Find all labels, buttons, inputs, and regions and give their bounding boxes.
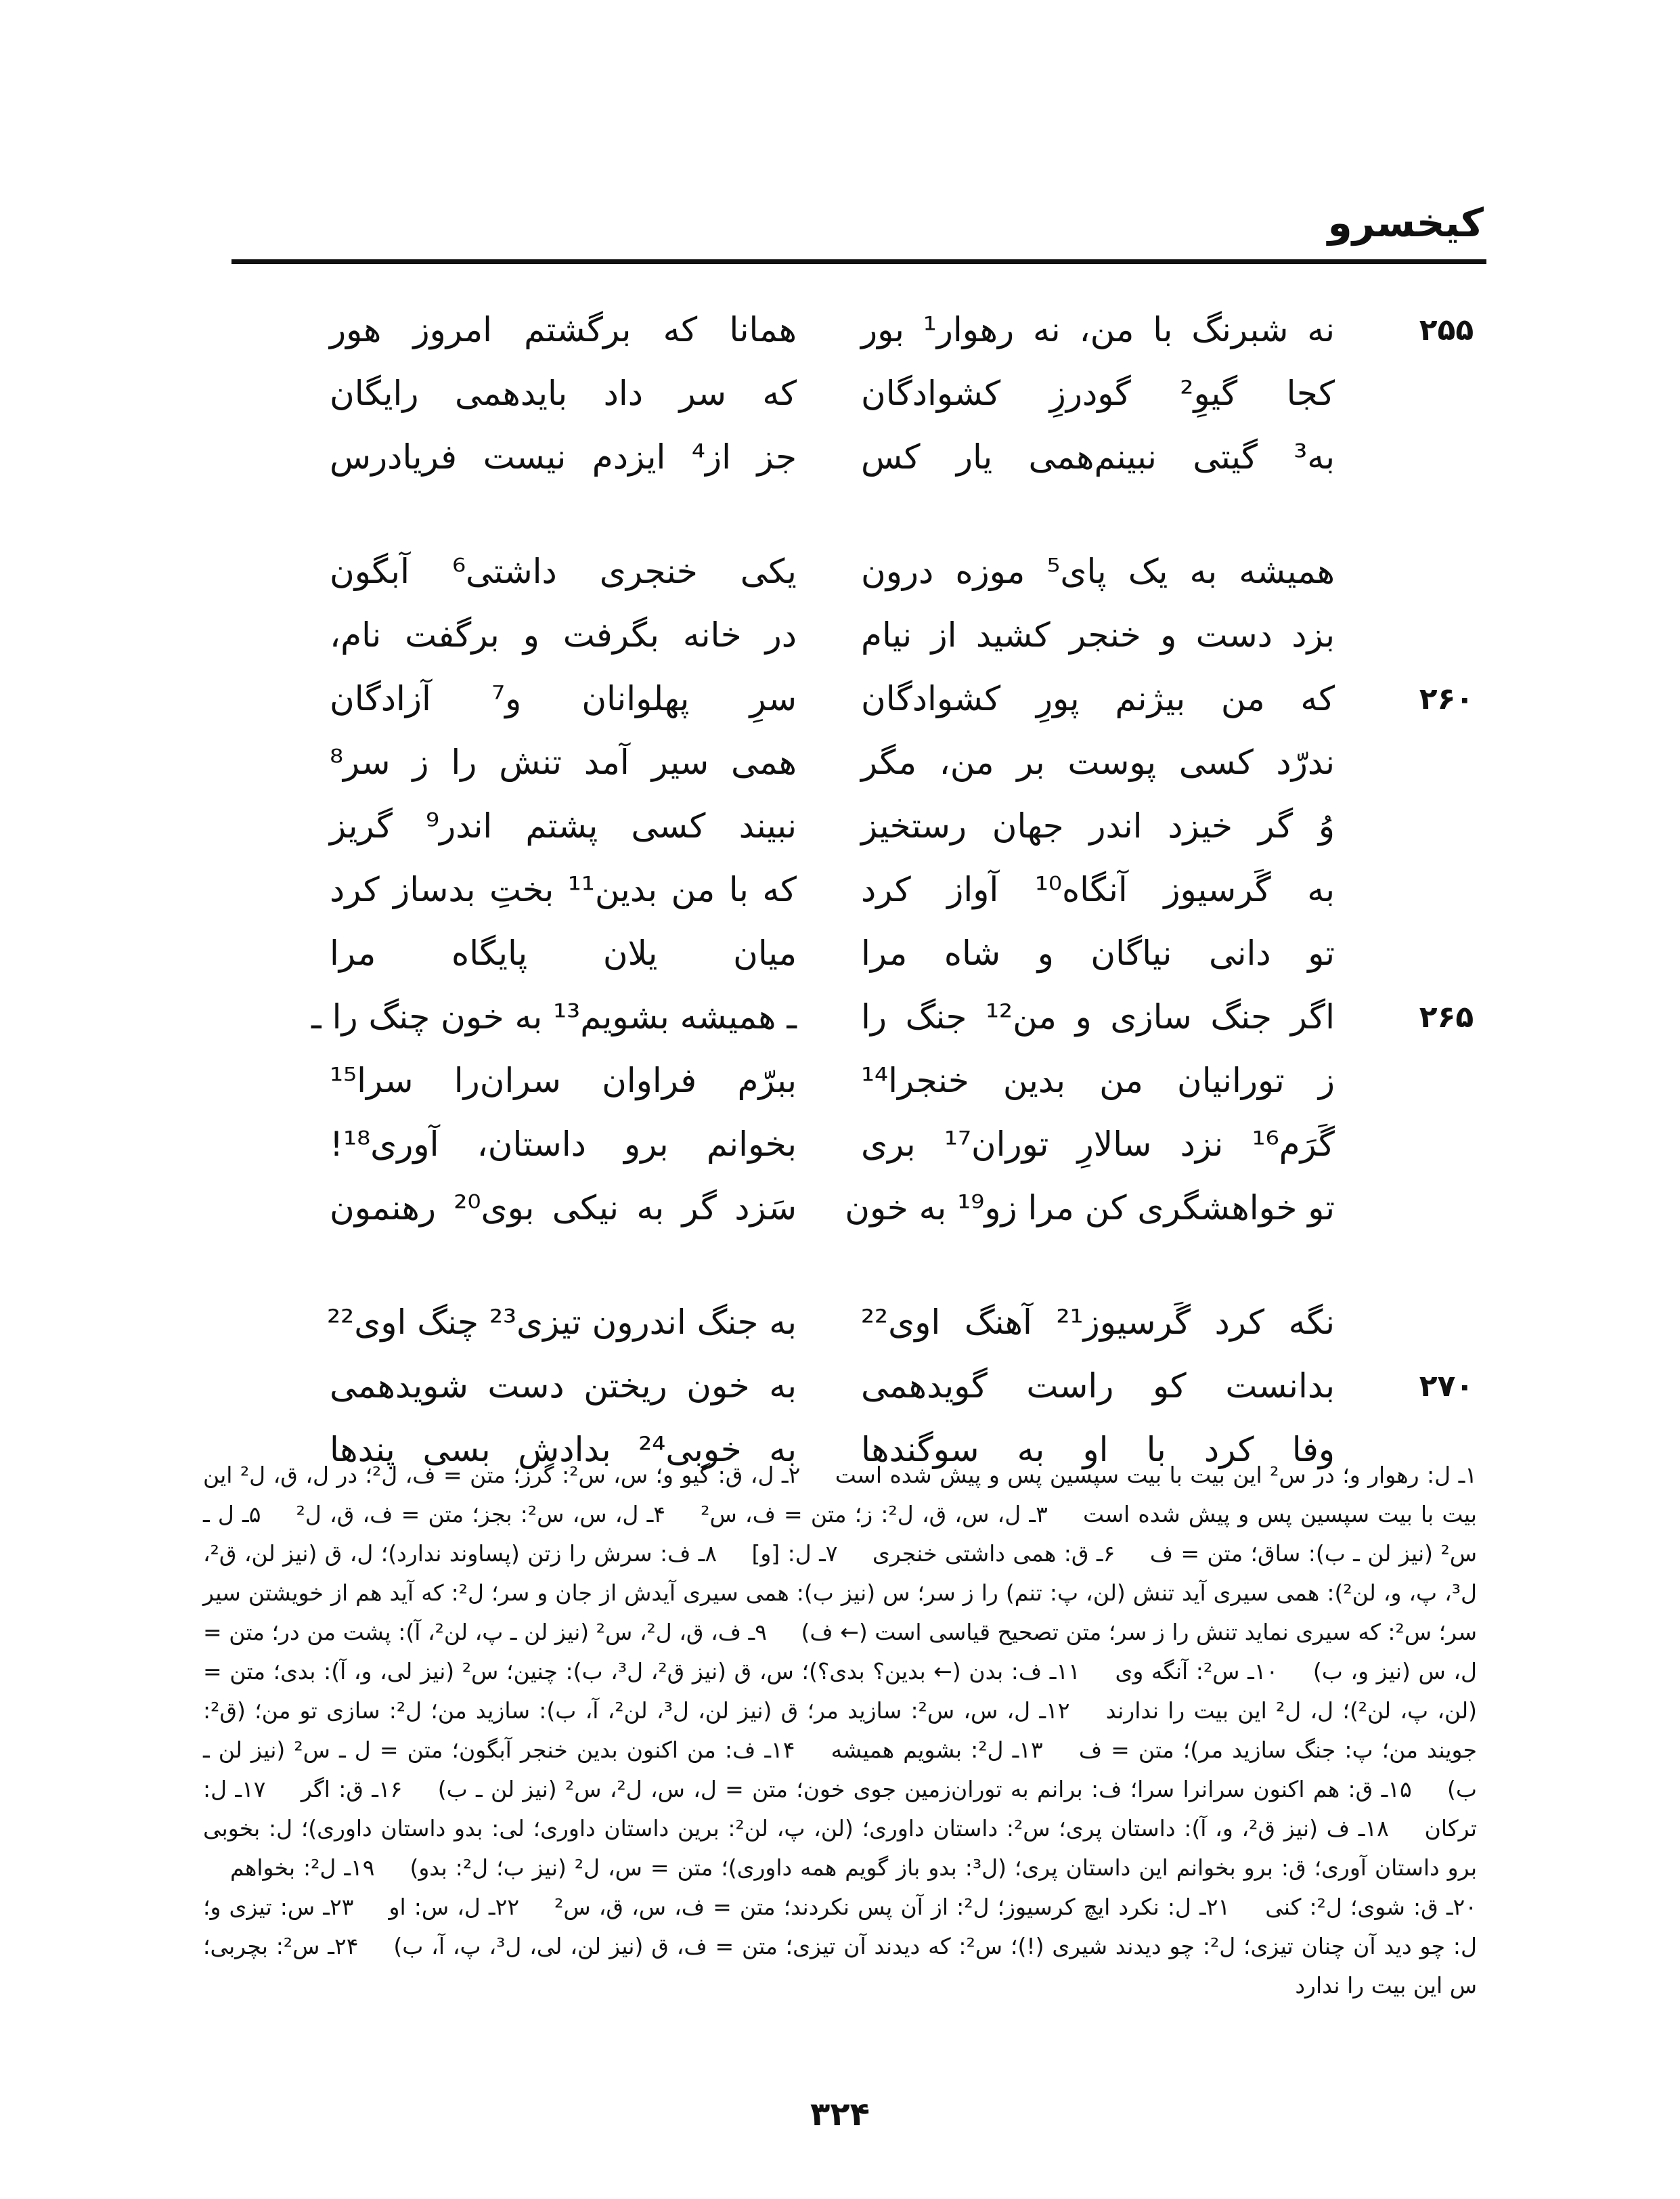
footnote: ۵ـ ل ـ س² (نیز لن ـ ب): ساق؛ متن = ف <box>203 1501 1477 1567</box>
first-hemistich: به گَرسیوز آنگاه¹⁰ آواز کرد <box>861 870 1335 909</box>
first-hemistich: بدانست کو راست گویدهمی <box>861 1366 1335 1406</box>
verse-row <box>271 794 1490 858</box>
verse-number: ۲۵۵ <box>1419 312 1474 347</box>
verse-row <box>271 298 1490 362</box>
first-hemistich: گَرَم¹⁶ نزد سالارِ توران¹⁷ بری <box>861 1125 1335 1164</box>
second-hemistich: میان یلان پایگاه مرا <box>330 934 797 973</box>
second-hemistich: ـ همیشه بشویم¹³ به خون چنگ را ـ <box>311 997 797 1037</box>
footnote: ۴ـ ل، س، س²: بجز؛ متن = ف، ق، ل² <box>296 1501 665 1527</box>
verse-row <box>271 1290 1490 1354</box>
page-number: ۳۲۴ <box>810 2095 870 2133</box>
stanza <box>271 1290 1490 1481</box>
first-hemistich: تو خواهشگری کن مرا زو¹⁹ به خون <box>845 1188 1335 1227</box>
verse-row <box>271 667 1490 731</box>
stanza <box>271 298 1490 489</box>
first-hemistich: اگر جنگ سازی و من¹² جنگ را <box>861 997 1335 1037</box>
footnotes <box>203 1456 1477 2005</box>
footnote: ۹ـ ف، ق، ل²، س² (نیز لن ـ پ، لن²، آ): پشت من در؛ متن = ل، س (نیز و، ب) <box>203 1619 1478 1684</box>
second-hemistich: به خون ریختن دست شویدهمی <box>330 1366 797 1406</box>
second-hemistich: که سر داد بایدهمی رایگان <box>330 374 797 413</box>
second-hemistich: در خانه بگرفت و برگفت نام، <box>330 615 797 655</box>
verse-row <box>271 985 1490 1049</box>
verse-number: ۲۶۵ <box>1419 999 1474 1035</box>
verse-row <box>271 603 1490 667</box>
first-hemistich: نه شبرنگ با من، نه رهوار¹ بور <box>861 310 1335 349</box>
verse-number: ۲۶۰ <box>1419 681 1474 716</box>
footnote: ۶ـ ق: همی داشتی خنجری <box>872 1540 1115 1567</box>
footnote: ۱۱ـ ف: بدن (← بدین؟ بدی؟)؛ س، ق (نیز ق²، ل³، ب): چنین؛ س² (نیز لی، و، آ): بدی؛ متن = (لن، پ، لن²)؛ ل، ل² این بیت را ندارند <box>203 1658 1478 1724</box>
first-hemistich: که من بیژنم پورِ کشوادگان <box>861 679 1335 718</box>
footnote: ۲۱ـ ل: نکرد ایچ کرسیوز؛ ل²: از آن پس نکردند؛ متن = ف، س، ق، س² <box>554 1894 1231 1920</box>
first-hemistich: نگه کرد گَرسیوز²¹ آهنگ اوی²² <box>861 1303 1335 1342</box>
verse-body <box>271 298 1490 1532</box>
verse-number: ۲۷۰ <box>1419 1368 1474 1403</box>
footnote: ۱۷ـ ل: ترکان <box>203 1776 1477 1842</box>
second-hemistich: به خوبی²⁴ بدادش بسی پندها <box>330 1430 797 1469</box>
first-hemistich: ز تورانیان من بدین خنجرا¹⁴ <box>861 1061 1335 1100</box>
footnote: ۱۲ـ ل، س، س²: سازید مر؛ ق (نیز لن، ل³، لن²، آ، ب): سازید من؛ ل²: سازی تو من؛ (ق²: جویند من؛ پ: جنگ سازید مر)؛ متن = ف <box>203 1697 1477 1763</box>
second-hemistich: سَزد گر به نیکی بوی²⁰ رهنمون <box>330 1188 797 1227</box>
first-hemistich: وُ گر خیزد اندر جهان رستخیز <box>861 806 1335 846</box>
first-hemistich: کجا گیوِ² گودرزِ کشوادگان <box>861 374 1335 413</box>
verse-row <box>271 1354 1490 1418</box>
verse-row <box>271 1049 1490 1112</box>
header-rule <box>231 259 1486 264</box>
verse-row <box>271 425 1490 489</box>
second-hemistich: بخوانم برو داستان، آوری¹⁸! <box>330 1125 797 1164</box>
footnote: ۱۸ـ ف (نیز ق²، و، آ): داستان پری؛ س²: داستان داوری؛ (لن، پ، لن²: برین داستان داوری؛ لی: بدو داستان داوری)؛ ل: بخوبی برو داستان آوری؛ ق: برو بخوانم این داستان پری؛ (ل³: بدو باز گویم همه داوری)؛ متن = س، ل² (نیز ب؛ ل²: بدو) <box>203 1815 1478 1881</box>
footnote: ۲ـ ل، ق: گیو و؛ س، س²: گرز؛ متن = ف، ل²؛ در ل، ق، ل² این بیت با بیت سپسین پس و پیش شده است <box>203 1462 1477 1527</box>
second-hemistich: همی سیر آمد تنش را ز سر⁸ <box>330 743 797 782</box>
footnote: ۲۲ـ ل، س: او <box>389 1894 520 1920</box>
second-hemistich: یکی خنجری داشتی⁶ آبگون <box>330 552 797 591</box>
footnote: ۱۳ـ ل²: بشویم همیشه <box>831 1737 1043 1763</box>
footnote: ۱ـ ل: رهوار و؛ در س² این بیت با بیت سپسین پس و پیش شده است <box>835 1462 1477 1488</box>
footnote: ۳ـ ل، س، ق، ل²: ز؛ متن = ف، س² <box>701 1501 1048 1527</box>
first-hemistich: بزد دست و خنجر کشید از نیام <box>861 615 1335 655</box>
second-hemistich: جز از⁴ ایزدم نیست فریادرس <box>330 437 797 477</box>
footnote: ۱۰ـ س²: آنگه وی <box>1115 1658 1279 1684</box>
footnote: ۱۶ـ ق: اگر <box>301 1776 403 1802</box>
first-hemistich: به³ گیتی نبینم‌همی یار کس <box>861 437 1335 477</box>
second-hemistich: سرِ پهلوانان و⁷ آزادگان <box>330 679 797 718</box>
second-hemistich: ببرّم فراوان سران‌را سرا¹⁵ <box>330 1061 797 1100</box>
footnote: ۷ـ ل: [و] <box>751 1540 838 1567</box>
verse-row <box>271 1112 1490 1176</box>
stanza <box>271 540 1490 1240</box>
verse-row <box>271 858 1490 921</box>
footnote: ۸ـ ف: سرش را زتن (پساوند ندارد)؛ ل، ق (نیز لن، ق²، ل³، پ، و، لن²): همی سیری آید تنش (لن، پ: تنم) را ز سر؛ س (نیز ب): همی سیری آیدش از جان و سر؛ ل²: که آید هم از خویشتن سیر سر؛ س²: که سیری نماید تنش را ز سر؛ متن تصحیح قیاسی است (← ف) <box>203 1540 1477 1645</box>
second-hemistich: که با من بدین¹¹ بختِ بدساز کرد <box>330 870 797 909</box>
first-hemistich: همیشه به یک پای⁵ موزه درون <box>861 552 1335 591</box>
verse-row <box>271 362 1490 425</box>
footnote: ۲۴ـ س²: بچربی؛ س این بیت را ندارد <box>203 1933 1477 1999</box>
footnote: ۱۵ـ ق: هم اکنون سرانرا سرا؛ ف: برانم به توران‌زمین جوی خون؛ متن = ل، س، ل²، س² (نیز لن ـ ب) <box>437 1776 1412 1802</box>
second-hemistich: به جنگ اندرون تیزی²³ چنگ اوی²² <box>327 1303 797 1342</box>
verse-row <box>271 921 1490 985</box>
footnote: ۲۰ـ ق: شوی؛ ل²: کنی <box>1265 1894 1477 1920</box>
verse-row <box>271 540 1490 603</box>
first-hemistich: تو دانی نیاگان و شاه مرا <box>861 934 1335 973</box>
footnote: ۲۳ـ س: تیزی و؛ ل: چو دید آن چنان تیزی؛ ل²: چو دیدند شیری (!)؛ س²: که دیدند آن تیزی؛ متن = ف، ق (نیز لن، لی، ل³، پ، آ، ب) <box>203 1894 1477 1959</box>
second-hemistich: نبیند کسی پشتم اندر⁹ گریز <box>330 806 797 846</box>
verse-row <box>271 1176 1490 1240</box>
verse-row <box>271 731 1490 794</box>
first-hemistich: وفا کرد با او به سوگندها <box>861 1430 1335 1469</box>
footnote: ۱۹ـ ل²: بخواهم <box>230 1854 375 1881</box>
first-hemistich: ندرّد کسی پوست بر من، مگر <box>861 743 1335 782</box>
footnote: ۱۴ـ ف: من اکنون بدین خنجر آبگون؛ متن = ل ـ س² (نیز لن ـ ب) <box>203 1737 1477 1802</box>
running-head: کیخسرو <box>1327 200 1484 246</box>
second-hemistich: همانا که برگشتم امروز هور <box>330 310 797 349</box>
